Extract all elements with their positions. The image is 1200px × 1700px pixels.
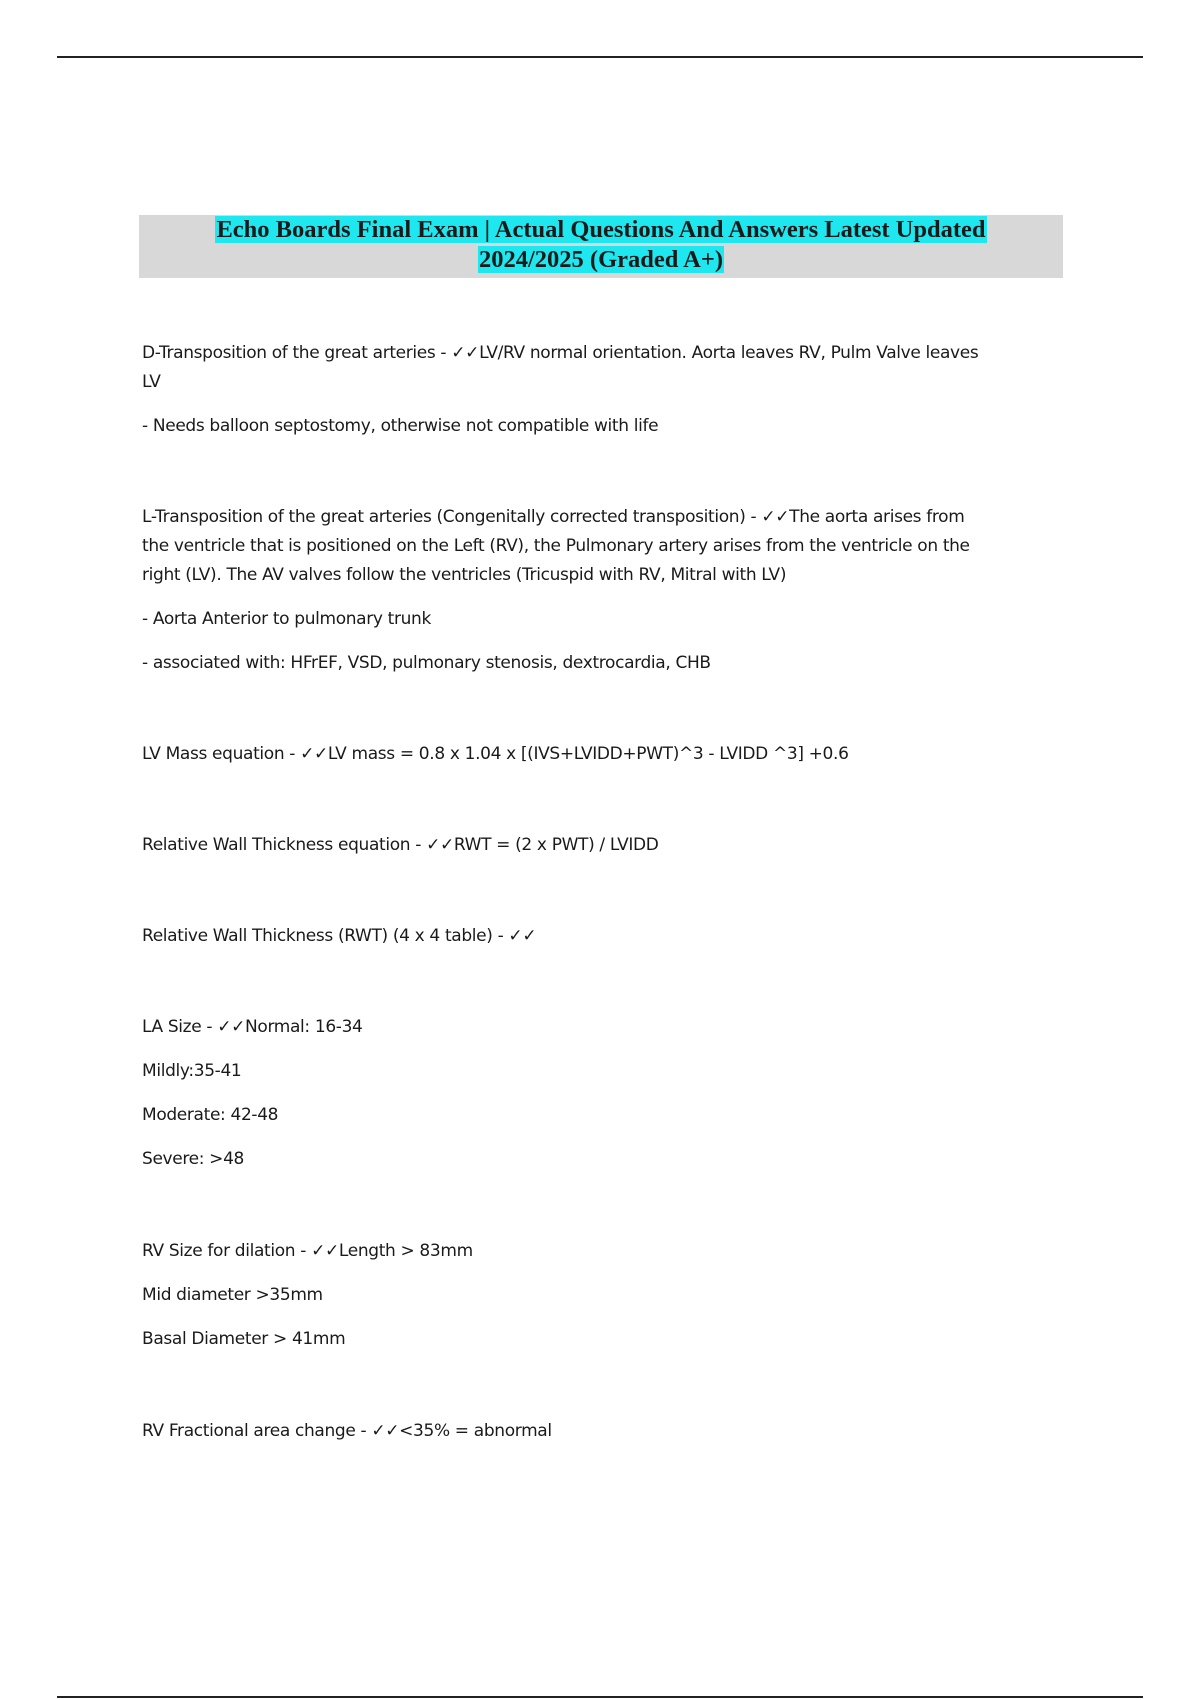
la-size-moderate: Moderate: 42-48 (142, 1105, 279, 1125)
document-title-banner (139, 215, 1063, 278)
d-tga-question-cont: LV (142, 372, 161, 392)
d-tga-note: - Needs balloon septostomy, otherwise not compatible with life (142, 416, 659, 436)
rv-size-mid-diameter: Mid diameter >35mm (142, 1285, 323, 1305)
l-tga-answer-line-2: the ventricle that is positioned on the Left (RV), the Pulmonary artery arises from the ventricle on the (142, 536, 970, 556)
l-tga-question: L-Transposition of the great arteries (Congenitally corrected transposition) - ✓✓The aorta arises from (142, 507, 965, 527)
d-tga-question: D-Transposition of the great arteries - ✓✓LV/RV normal orientation. Aorta leaves RV, Pulm Valve leaves (142, 343, 979, 363)
la-size-mild: Mildly:35-41 (142, 1061, 242, 1081)
l-tga-answer-line-3: right (LV). The AV valves follow the ventricles (Tricuspid with RV, Mitral with LV) (142, 565, 787, 585)
rv-fac: RV Fractional area change - ✓✓<35% = abnormal (142, 1421, 552, 1441)
la-size-severe: Severe: >48 (142, 1149, 245, 1169)
l-tga-note-1: - Aorta Anterior to pulmonary trunk (142, 609, 431, 629)
header-rule (57, 56, 1143, 58)
l-tga-note-2: - associated with: HFrEF, VSD, pulmonary stenosis, dextrocardia, CHB (142, 653, 711, 673)
document-title-line-1: Echo Boards Final Exam | Actual Questions And Answers Latest Updated (216, 216, 986, 243)
rv-size-basal-diameter: Basal Diameter > 41mm (142, 1329, 346, 1349)
footer-rule (57, 1696, 1143, 1698)
la-size-normal: LA Size - ✓✓Normal: 16-34 (142, 1017, 363, 1037)
document-title-line-2: 2024/2025 (Graded A+) (479, 246, 723, 273)
lv-mass-equation: LV Mass equation - ✓✓LV mass = 0.8 x 1.04 x [(IVS+LVIDD+PWT)^3 - LVIDD ^3] +0.6 (142, 744, 849, 764)
rwt-equation: Relative Wall Thickness equation - ✓✓RWT = (2 x PWT) / LVIDD (142, 835, 659, 855)
rwt-table: Relative Wall Thickness (RWT) (4 x 4 table) - ✓✓ (142, 926, 537, 946)
rv-size-length: RV Size for dilation - ✓✓Length > 83mm (142, 1241, 473, 1261)
